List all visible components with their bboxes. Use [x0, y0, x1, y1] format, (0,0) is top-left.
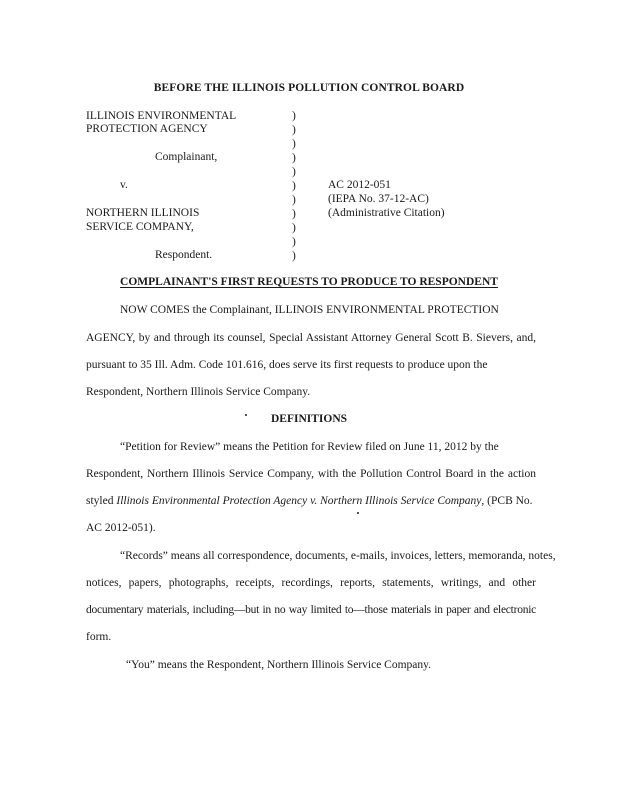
- complainant-role: Complainant,: [155, 151, 218, 163]
- scan-speck: [357, 512, 359, 514]
- complainant-name-line1: ILLINOIS ENVIRONMENTAL: [86, 110, 237, 122]
- def-records-line-1: “Records” means all correspondence, documents, e-mails, invoices, letters, memoranda, notes,: [120, 550, 556, 562]
- board-title: BEFORE THE ILLINOIS POLLUTION CONTROL BOARD: [153, 82, 465, 94]
- intro-line-2: AGENCY, by and through its counsel, Special Assistant Attorney General Scott B. Sievers, and,: [86, 332, 536, 344]
- respondent-name-line1: NORTHERN ILLINOIS: [86, 207, 200, 219]
- definitions-heading: DEFINITIONS: [270, 413, 348, 425]
- intro-line-3: pursuant to 35 Ill. Adm. Code 101.616, does serve its first requests to produce upon the: [86, 359, 488, 371]
- caption-paren: ): [292, 222, 296, 234]
- caption-paren: ): [292, 166, 296, 178]
- def-records-line-4: form.: [86, 631, 112, 643]
- caption-paren: ): [292, 236, 296, 248]
- respondent-name-line2: SERVICE COMPANY,: [86, 221, 194, 233]
- def-records-line-2: notices, papers, photographs, receipts, recordings, reports, statements, writings, and other: [86, 577, 536, 589]
- intro-line-1: NOW COMES the Complainant, ILLINOIS ENVIRONMENTAL PROTECTION: [120, 304, 499, 316]
- def-petition-line-3: [86, 494, 533, 508]
- caption-paren: ): [292, 194, 296, 206]
- intro-line-4: Respondent, Northern Illinois Service Company.: [86, 386, 311, 398]
- citation-type: (Administrative Citation): [328, 207, 445, 219]
- caption-paren: ): [292, 152, 296, 164]
- caption-paren: ): [292, 124, 296, 136]
- iepa-number: (IEPA No. 37-12-AC): [328, 193, 429, 205]
- document-title: COMPLAINANT'S FIRST REQUESTS TO PRODUCE TO RESPONDENT: [120, 276, 498, 288]
- complainant-name-line2: PROTECTION AGENCY: [86, 123, 208, 135]
- def-petition-line-4: AC 2012-051).: [86, 522, 156, 534]
- caption-paren: ): [292, 250, 296, 262]
- case-caption-italic: Illinois Environmental Protection Agency v. Northern Illinois Service Company: [116, 495, 482, 507]
- def-petition-pcb: , (PCB No.: [481, 495, 533, 507]
- def-petition-line-1: “Petition for Review” means the Petition for Review filed on June 11, 2012 by the: [120, 441, 499, 453]
- case-number: AC 2012-051: [328, 179, 391, 191]
- def-petition-styled: styled: [86, 495, 117, 507]
- def-records-line-3: documentary materials, including—but in no way limited to—those materials in paper and electronic: [86, 604, 536, 616]
- def-you-line: “You” means the Respondent, Northern Illinois Service Company.: [126, 659, 432, 671]
- caption-paren: ): [292, 138, 296, 150]
- def-petition-line-2: Respondent, Northern Illinois Service Company, with the Pollution Control Board in the action: [86, 468, 536, 480]
- caption-paren: ): [292, 110, 296, 122]
- caption-paren: ): [292, 180, 296, 192]
- versus-label: v.: [120, 179, 128, 191]
- respondent-role: Respondent.: [155, 249, 213, 261]
- scan-speck: [245, 414, 247, 416]
- caption-paren: ): [292, 208, 296, 220]
